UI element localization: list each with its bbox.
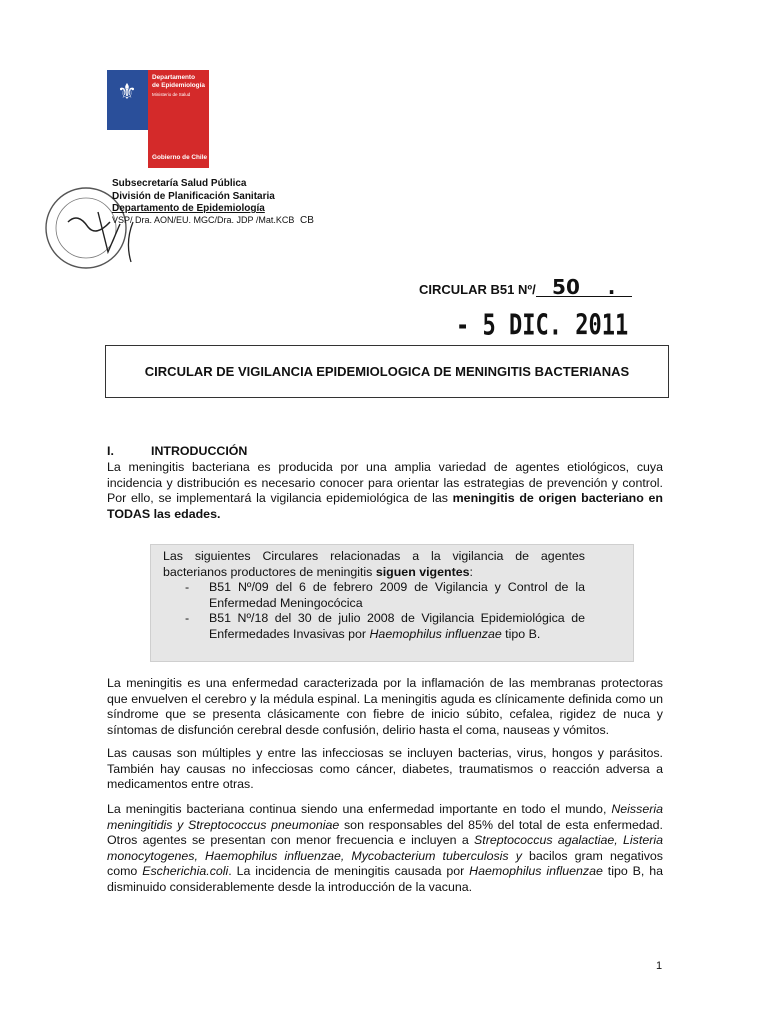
circulars-list xyxy=(163,580,585,642)
list-item: - B51 Nº/09 del 6 de febrero 2009 de Vigilancia y Control de la Enfermedad Meningocócica xyxy=(185,580,585,610)
paragraph-causes: Las causas son múltiples y entre las infecciosas se incluyen bacterias, virus, hongos y parásitos. También hay causas no infecciosas como cáncer, diabetes, traumatismos o reacción adversa a medicamentos entre otras. xyxy=(107,746,663,791)
ministry-logo xyxy=(107,70,209,168)
logo-white-block xyxy=(107,130,148,168)
circular-label: CIRCULAR B51 Nº/ xyxy=(419,282,536,297)
paragraph-definition: La meningitis es una enfermedad caracterizada por la inflamación de las membranas protectoras que envuelven el cerebro y la médula espinal. La meningitis aguda es clínicamente definida como un síndrome que se presenta clásicamente con fiebre de inicio súbito, cefalea, rigidez de nuca y síntomas de disfunción cerebral desde confusión, delirio hasta el coma, nauseas y vómitos. xyxy=(107,676,663,737)
logo-blue-block xyxy=(107,70,148,130)
section-number: I. xyxy=(107,444,114,458)
circular-number-line xyxy=(419,275,632,299)
document-title: CIRCULAR DE VIGILANCIA EPIDEMIOLOGICA DE MENINGITIS BACTERIANAS xyxy=(105,345,669,398)
box-intro: Las siguientes Circulares relacionadas a la vigilancia de agentes bacterianos productores de meningitis siguen vigentes: xyxy=(163,549,585,579)
header-department: Departamento de Epidemiología xyxy=(112,203,265,214)
paragraph-bacterial: La meningitis bacteriana continua siendo una enfermedad importante en todo el mundo, Neisseria meningitidis y Streptococcus pneumoniae son responsables del 85% del total de esta enfermedad. Otros agentes se presentan con menor frecuencia e incluyen a Streptococcus agalactiae, Listeria monocytogenes, Haemophilus influenzae, Mycobacterium tuberculosis y bacilos gram negativos como Escherichia.coli. La incidencia de meningitis causada por Haemophilus influenzae tipo B, ha disminuido considerablemente desde la introducción de la vacuna. xyxy=(107,802,664,894)
list-item: - B51 Nº/18 del 30 de julio 2008 de Vigilancia Epidemiológica de Enfermedades Invasivas por Haemophilus influenzae tipo B. xyxy=(185,611,585,641)
header-cb: CB xyxy=(300,215,314,226)
header-division: División de Planificación Sanitaria xyxy=(112,191,275,202)
page-number: 1 xyxy=(656,960,663,972)
section-heading xyxy=(107,444,247,458)
date-stamp: - 5 DIC. 2011 xyxy=(456,310,629,343)
circular-number: 50 . xyxy=(536,278,632,297)
logo-text-department: Departamento de Epidemiología xyxy=(152,74,205,89)
header-initials: VSP/ Dra. AON/EU. MGC/Dra. JDP /Mat.KCB xyxy=(112,215,295,225)
logo-text-ministry: Ministerio de Salud xyxy=(152,92,191,97)
current-circulars-box xyxy=(150,544,634,662)
paragraph-intro: La meningitis bacteriana es producida por una amplia variedad de agentes etiológicos, cuya incidencia y distribución es necesario conocer para orientar las estrategias de prevención y control. Por ello, se implementará la vigilancia epidemiológica de las meningitis de origen bacteriano en TODAS las edades. xyxy=(107,460,663,521)
logo-text-government: Gobierno de Chile xyxy=(152,154,208,161)
header-subsecretaria: Subsecretaría Salud Pública xyxy=(112,178,247,189)
section-title: INTRODUCCIÓN xyxy=(151,444,248,458)
coat-of-arms-icon: ⚜ xyxy=(117,79,137,104)
